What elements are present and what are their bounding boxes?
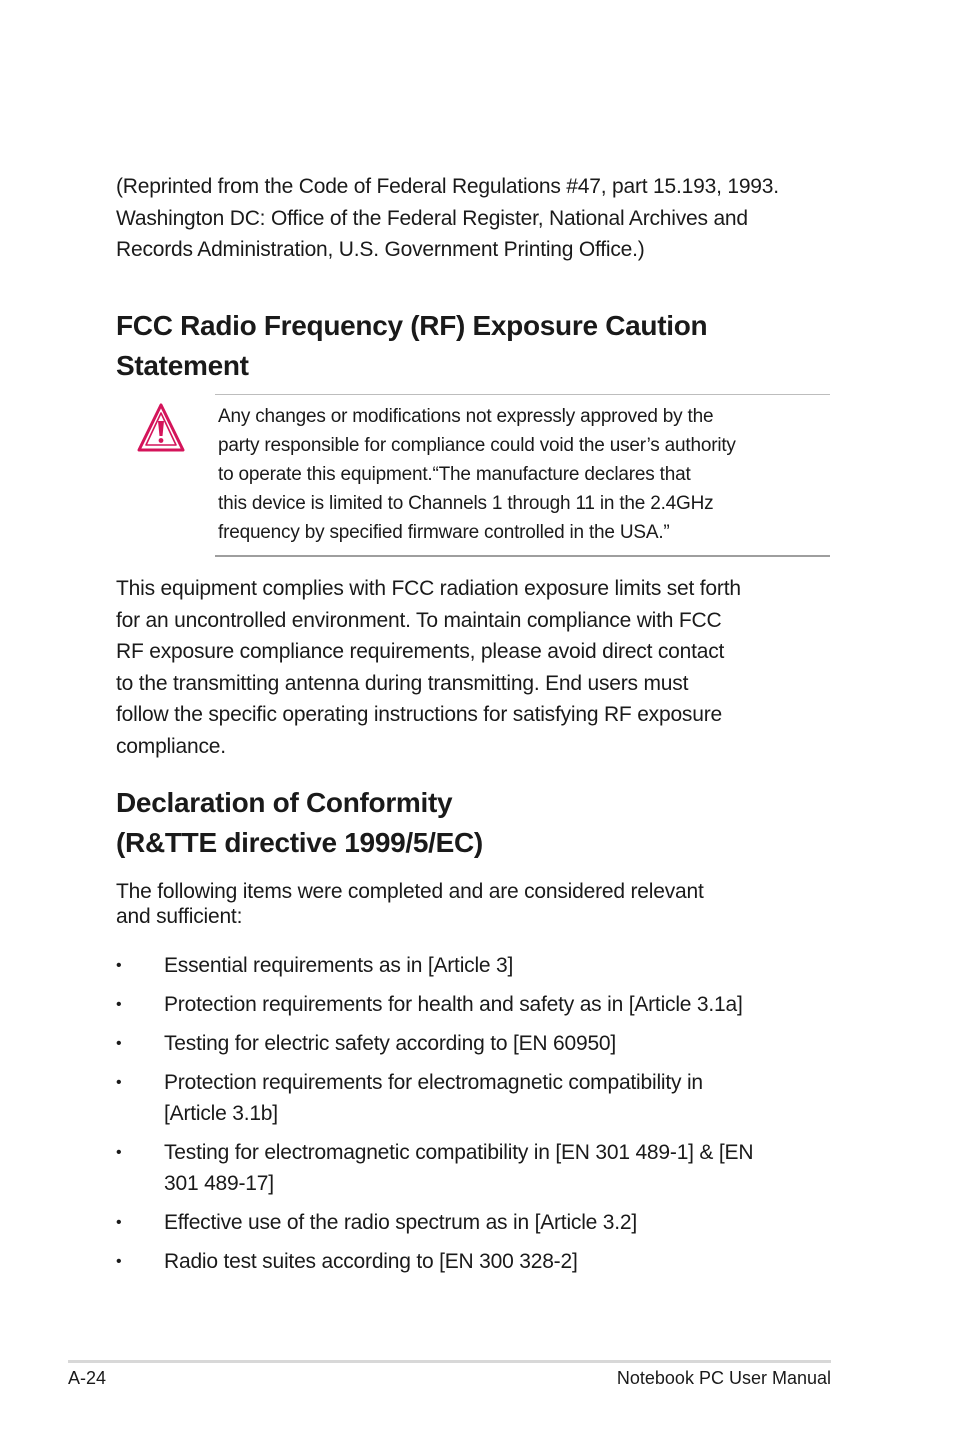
list-item <box>116 1067 832 1129</box>
list-item <box>116 1246 832 1277</box>
body-line: for an uncontrolled environment. To maintain compliance with FCC <box>116 608 722 632</box>
body-line: follow the specific operating instructions for satisfying RF exposure <box>116 703 722 726</box>
caution-line: this device is limited to Channels 1 through 11 in the 2.4GHz <box>218 493 714 514</box>
bullet: • <box>116 996 122 1013</box>
intro-line: The following items were completed and are considered relevant <box>116 880 704 903</box>
manual-title: Notebook PC User Manual <box>616 1368 831 1388</box>
caution-line: frequency by specified firmware controlled in the USA.” <box>218 522 670 543</box>
list-item-text: Testing for electromagnetic compatibility in [EN 301 489-1] & [EN <box>164 1141 754 1164</box>
list-item-text: Effective use of the radio spectrum as in [Article 3.2] <box>164 1211 638 1234</box>
reprint-line: Washington DC: Office of the Federal Register, National Archives and <box>116 206 748 230</box>
section-heading-declaration <box>116 783 832 863</box>
warning-triangle-icon <box>136 402 186 454</box>
reprint-line: Records Administration, U.S. Government Printing Office.) <box>116 238 645 261</box>
bullet: • <box>116 1035 122 1052</box>
bullet: • <box>116 957 122 974</box>
list-item <box>116 1137 832 1199</box>
list-item-text: [Article 3.1b] <box>164 1102 278 1125</box>
reprint-line: (Reprinted from the Code of Federal Regulations #47, part 15.193, 1993. <box>116 175 779 198</box>
page-number: A-24 <box>68 1368 107 1388</box>
requirements-list <box>116 950 832 1285</box>
list-item <box>116 989 832 1020</box>
declaration-intro <box>116 879 832 929</box>
list-item-text: 301 489-17] <box>164 1172 274 1195</box>
list-item-text: Protection requirements for health and safety as in [Article 3.1a] <box>164 993 743 1016</box>
list-item-text: Radio test suites according to [EN 300 328-2] <box>164 1250 578 1273</box>
body-line: RF exposure compliance requirements, please avoid direct contact <box>116 640 725 663</box>
bullet: • <box>116 1214 122 1231</box>
heading-line: Declaration of Conformity <box>116 787 453 818</box>
reprint-note <box>116 171 832 266</box>
caution-line: to operate this equipment.“The manufacture declares that <box>218 464 691 485</box>
list-item <box>116 1028 832 1059</box>
caution-line: party responsible for compliance could void the user’s authority <box>218 435 736 456</box>
list-item-text: Testing for electric safety according to [EN 60950] <box>164 1032 617 1055</box>
body-line: to the transmitting antenna during transmitting. End users must <box>116 671 689 695</box>
heading-line: Statement <box>116 350 249 381</box>
caution-box <box>215 394 830 557</box>
bullet: • <box>116 1144 122 1161</box>
section-heading-rf-exposure <box>116 306 832 386</box>
rf-exposure-body <box>116 573 832 762</box>
bullet: • <box>116 1074 122 1091</box>
body-line: compliance. <box>116 734 226 758</box>
body-line: This equipment complies with FCC radiation exposure limits set forth <box>116 577 741 600</box>
list-item-text: Essential requirements as in [Article 3] <box>164 954 514 977</box>
footer-divider <box>68 1360 831 1363</box>
list-item-text: Protection requirements for electromagnetic compatibility in <box>164 1071 703 1094</box>
intro-line: and sufficient: <box>116 905 243 928</box>
bullet: • <box>116 1253 122 1270</box>
heading-line: FCC Radio Frequency (RF) Exposure Caution <box>116 310 708 341</box>
caution-line: Any changes or modifications not expressly approved by the <box>218 406 714 427</box>
heading-line: (R&TTE directive 1999/5/EC) <box>116 827 483 858</box>
list-item <box>116 1207 832 1238</box>
list-item <box>116 950 832 981</box>
caution-text <box>218 402 828 547</box>
